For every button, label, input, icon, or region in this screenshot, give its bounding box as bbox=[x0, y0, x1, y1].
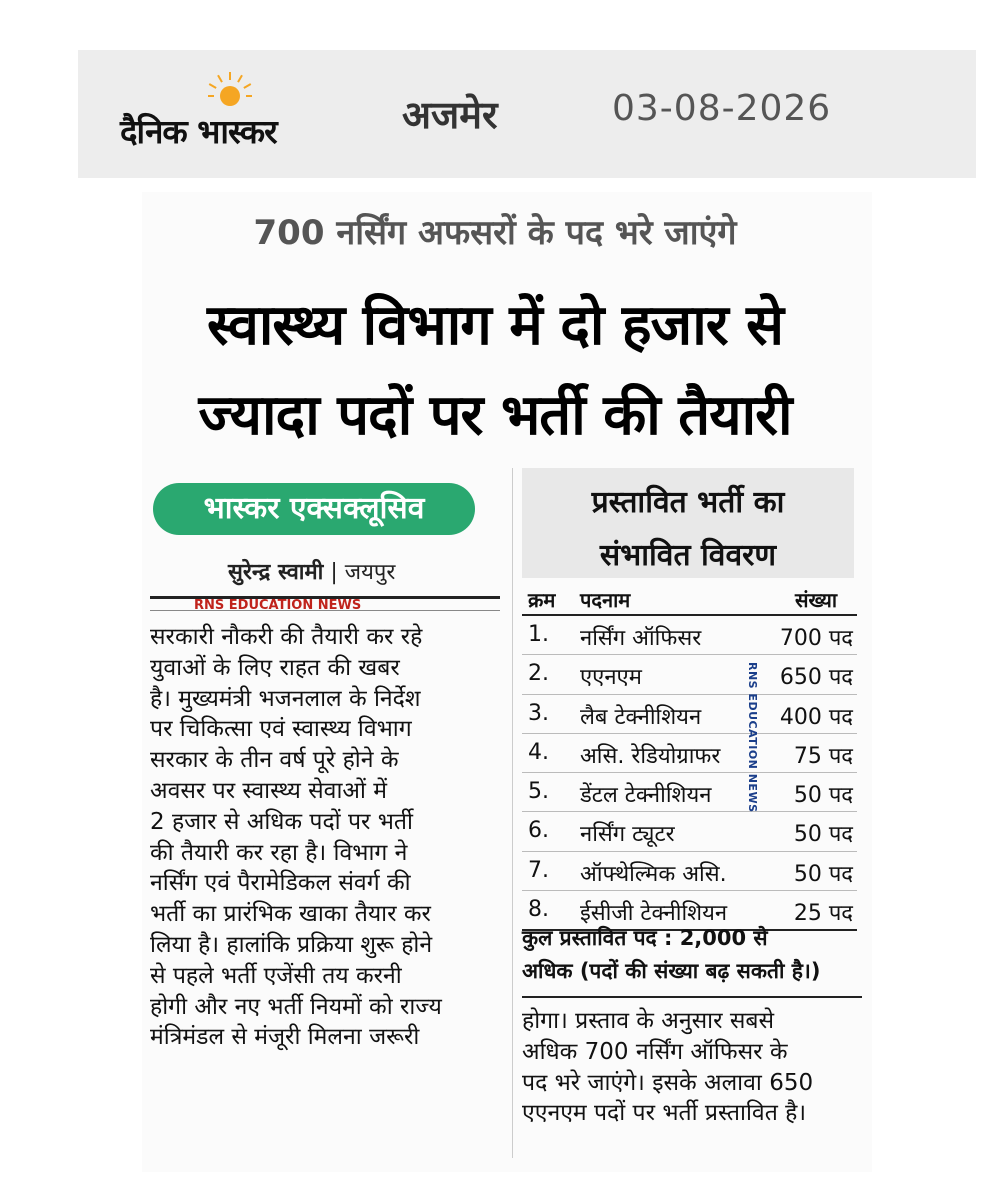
table-row bbox=[522, 852, 857, 891]
cell-post: एएनएम bbox=[580, 665, 642, 691]
cell-serial: 7. bbox=[528, 857, 549, 883]
cell-post: नर्सिंग ऑफिसर bbox=[580, 626, 702, 651]
header-serial: क्रम bbox=[528, 588, 556, 612]
table-row bbox=[522, 734, 857, 773]
cell-serial: 3. bbox=[528, 700, 549, 726]
headline-line-2: ज्यादा पदों पर भर्ती की तैयारी bbox=[198, 383, 792, 448]
edition-date: 03-08-2026 bbox=[612, 88, 832, 129]
table-title-line-1: प्रस्तावित भर्ती का bbox=[591, 485, 785, 520]
table-row bbox=[522, 773, 857, 812]
body-line: अधिक 700 नर्सिंग ऑफिसर के bbox=[522, 1038, 788, 1065]
body-line: अवसर पर स्वास्थ्य सेवाओं में bbox=[150, 777, 387, 804]
cell-serial: 4. bbox=[528, 739, 549, 765]
cell-count: 50 पद bbox=[793, 783, 853, 809]
table-row bbox=[522, 812, 857, 851]
cell-count: 50 पद bbox=[793, 861, 853, 887]
vacancy-table bbox=[522, 584, 857, 931]
header-post: पदनाम bbox=[580, 588, 631, 612]
table-title-line-2: संभावित विवरण bbox=[599, 538, 777, 573]
edition-city: अजमेर bbox=[402, 93, 498, 137]
column-divider bbox=[512, 468, 513, 1158]
cell-count: 25 पद bbox=[793, 901, 853, 927]
body-line: पर चिकित्सा एवं स्वास्थ्य विभाग bbox=[150, 716, 412, 743]
table-row bbox=[522, 695, 857, 734]
total-line-2: अधिक (पदों की संख्या बढ़ सकती है।) bbox=[522, 959, 821, 983]
body-line: होगा। प्रस्ताव के अनुसार सबसे bbox=[522, 1008, 775, 1034]
body-line: की तैयारी कर रहा है। विभाग ने bbox=[150, 839, 408, 866]
cell-serial: 1. bbox=[528, 622, 549, 647]
cell-serial: 6. bbox=[528, 818, 549, 844]
body-line: है। मुख्यमंत्री भजनलाल के निर्देश bbox=[150, 685, 421, 712]
cell-count: 50 पद bbox=[793, 822, 853, 848]
cell-post: लैब टेक्नीशियन bbox=[580, 704, 702, 730]
exclusive-badge: भास्कर एक्सक्लूसिव bbox=[153, 483, 475, 535]
cell-count: 75 पद bbox=[793, 743, 853, 769]
cell-post: ऑफ्थेल्मिक असि. bbox=[580, 861, 727, 887]
body-line: मंत्रिमंडल से मंजूरी मिलना जरूरी bbox=[150, 1024, 420, 1051]
cell-post: नर्सिंग ट्यूटर bbox=[580, 822, 675, 848]
article-body-left bbox=[150, 622, 495, 1053]
watermark-vertical-text: RNS EDUCATION NEWS bbox=[746, 662, 759, 813]
body-line: से पहले भर्ती एजेंसी तय करनी bbox=[150, 962, 402, 989]
byline bbox=[228, 556, 395, 586]
body-line: नर्सिंग एवं पैरामेडिकल संवर्ग की bbox=[150, 870, 411, 897]
table-title-box bbox=[522, 468, 854, 578]
cell-post: असि. रेडियोग्राफर bbox=[580, 743, 721, 769]
table-row bbox=[522, 655, 857, 694]
cell-count: 700 पद bbox=[779, 626, 853, 651]
cell-count: 650 पद bbox=[779, 665, 853, 691]
cell-serial: 2. bbox=[528, 661, 549, 687]
article-body-right bbox=[522, 1006, 864, 1129]
body-line: भर्ती का प्रारंभिक खाका तैयार कर bbox=[150, 901, 431, 928]
total-rule bbox=[522, 996, 862, 998]
article-kicker: 700 नर्सिंग अफसरों के पद भरे जाएंगे bbox=[253, 213, 737, 253]
body-line: होगी और नए भर्ती नियमों को राज्य bbox=[150, 993, 442, 1020]
headline-line-1: स्वास्थ्य विभाग में दो हजार से bbox=[207, 293, 783, 358]
body-line: सरकार के तीन वर्ष पूरे होने के bbox=[150, 747, 399, 774]
body-line: युवाओं के लिए राहत की खबर bbox=[150, 654, 400, 681]
body-line: 2 हजार से अधिक पदों पर भर्ती bbox=[150, 808, 413, 835]
newspaper-masthead: दैनिक भास्कर bbox=[120, 112, 277, 151]
cell-count: 400 पद bbox=[779, 704, 853, 730]
body-line: सरकारी नौकरी की तैयारी कर रहे bbox=[150, 624, 423, 650]
table-row bbox=[522, 616, 857, 655]
table-header-row bbox=[522, 584, 857, 616]
byline-separator: | bbox=[330, 560, 345, 585]
cell-serial: 8. bbox=[528, 897, 549, 923]
header-count: संख्या bbox=[795, 588, 837, 612]
cell-post: डेंटल टेक्नीशियन bbox=[580, 783, 712, 809]
body-line: एएनएम पदों पर भर्ती प्रस्तावित है। bbox=[522, 1100, 807, 1127]
author-name: सुरेन्द्र स्वामी bbox=[228, 560, 324, 585]
total-line-1: कुल प्रस्तावित पद : 2,000 से bbox=[522, 926, 768, 950]
cell-serial: 5. bbox=[528, 779, 549, 805]
byline-location: जयपुर bbox=[344, 560, 396, 585]
watermark-text: RNS EDUCATION NEWS bbox=[194, 598, 362, 613]
body-line: पद भरे जाएंगे। इसके अलावा 650 bbox=[522, 1069, 814, 1096]
body-rule bbox=[150, 610, 500, 611]
table-total-note bbox=[522, 922, 862, 988]
body-line: लिया है। हालांकि प्रक्रिया शुरू होने bbox=[150, 931, 433, 958]
cell-post: ईसीजी टेक्नीशियन bbox=[580, 901, 728, 927]
